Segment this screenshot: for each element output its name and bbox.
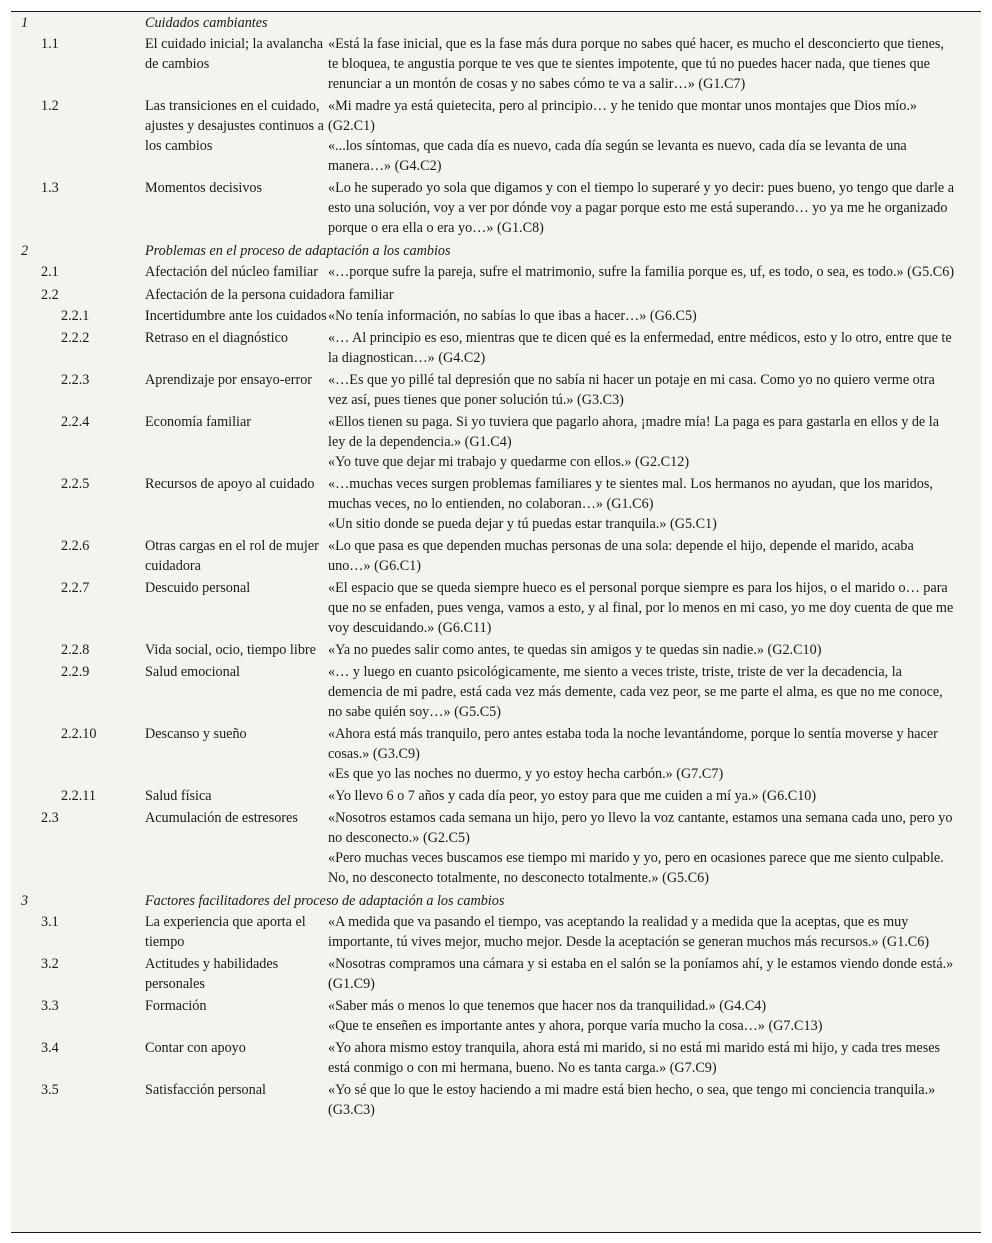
verbatim-quote: «…porque sufre la pareja, sufre el matrimonio, sufre la familia porque es, uf, es todo, o sea, es todo.» (G5.C6) — [328, 264, 955, 280]
category-name: Afectación de la persona cuidadora familiar — [145, 287, 394, 303]
category-name: La experiencia que aporta el tiempo — [145, 914, 306, 950]
category-name: Contar con apoyo — [145, 1040, 246, 1056]
category-name: Momentos decisivos — [145, 180, 263, 196]
verbatim-quotes — [328, 328, 981, 370]
table-row — [11, 262, 981, 284]
verbatim-quotes — [328, 662, 981, 724]
category-number: 1.1 — [41, 36, 59, 52]
verbatim-quotes — [328, 306, 981, 328]
verbatim-quote: «Ahora está más tranquilo, pero antes estaba toda la noche levantándome, porque lo sentía moverse y hacer cosas.» (G3.C9) — [328, 726, 938, 762]
verbatim-quote: «Yo tuve que dejar mi trabajo y quedarme con ellos.» (G2.C12) — [328, 454, 690, 470]
table-row — [11, 474, 981, 536]
category-name: Descanso y sueño — [145, 726, 247, 742]
verbatim-quotes — [328, 640, 981, 662]
section-row — [11, 890, 981, 912]
section-number: 3 — [21, 893, 29, 909]
verbatim-quotes — [328, 474, 981, 536]
verbatim-quotes — [328, 370, 981, 412]
section-number: 2 — [21, 243, 29, 259]
table-row — [11, 808, 981, 890]
verbatim-quotes — [328, 1080, 981, 1122]
category-number: 3.4 — [41, 1040, 59, 1056]
category-number: 3.1 — [41, 914, 59, 930]
category-name: Salud emocional — [145, 664, 240, 680]
category-number: 3.5 — [41, 1082, 59, 1098]
verbatim-quotes — [328, 808, 981, 890]
category-name: Recursos de apoyo al cuidado — [145, 476, 315, 492]
verbatim-quote: «Yo llevo 6 o 7 años y cada día peor, yo estoy para que me cuiden a mí ya.» (G6.C10) — [328, 788, 817, 804]
themes-table-panel — [11, 11, 981, 1233]
themes-table — [11, 12, 981, 1122]
verbatim-quote: «Está la fase inicial, que es la fase más dura porque no sabes qué hacer, es mucho el desconcierto que tienes, te bloquea, te angustia porque te ves que te sientes impotente, que tú no puedes hacer nada, que tienes que renunciar a un montón de cosas y no sabes cómo te va a salir…» (G1.C7) — [328, 36, 944, 92]
verbatim-quotes — [328, 536, 981, 578]
verbatim-quotes — [328, 262, 981, 284]
table-row — [11, 578, 981, 640]
section-row — [11, 12, 981, 34]
verbatim-quote: «Ellos tienen su paga. Si yo tuviera que pagarlo ahora, ¡madre mía! La paga es para gastarla en ellos y de la ley de la dependencia.» (G1.C4) — [328, 414, 940, 450]
verbatim-quotes — [328, 724, 981, 786]
category-number: 3.3 — [41, 998, 59, 1014]
category-name: Satisfacción personal — [145, 1082, 266, 1098]
verbatim-quotes — [328, 1038, 981, 1080]
verbatim-quote: «...los síntomas, que cada día es nuevo, cada día según se levanta es nuevo, cada día se levanta de una manera…» (G4.C2) — [328, 138, 907, 174]
category-name: Afectación del núcleo familiar — [145, 264, 318, 280]
category-name: Retraso en el diagnóstico — [145, 330, 289, 346]
verbatim-quote: «Lo he superado yo sola que digamos y con el tiempo lo superaré y yo decir: pues bueno, yo tengo que darle a esto una solución, voy a ver por dónde voy a pagar porque esto me está superando… yo ya me he organizado porque o era ella o era yo…» (G1.C8) — [328, 180, 955, 236]
category-number: 2.2.10 — [61, 726, 97, 742]
verbatim-quote: «Nosotras compramos una cámara y si estaba en el salón se la poníamos ahí, y le estamos viendo donde está.» (G1.C9) — [328, 956, 954, 992]
verbatim-quotes — [328, 954, 981, 996]
category-number: 2.2.3 — [61, 372, 90, 388]
verbatim-quote: «Pero muchas veces buscamos ese tiempo mi marido y yo, pero en ocasiones parece que me siento culpable. No, no desconecto totalmente, no desconecto totalmente.» (G5.C6) — [328, 850, 944, 886]
section-title: Factores facilitadores del proceso de adaptación a los cambios — [145, 893, 505, 909]
table-row — [11, 662, 981, 724]
category-number: 2.2.6 — [61, 538, 90, 554]
category-name: El cuidado inicial; la avalancha de cambios — [145, 36, 324, 72]
section-title: Cuidados cambiantes — [145, 15, 268, 31]
table-row — [11, 786, 981, 808]
table-row — [11, 412, 981, 474]
category-number: 2.1 — [41, 264, 59, 280]
table-row — [11, 284, 981, 306]
verbatim-quote: «Es que yo las noches no duermo, y yo estoy hecha carbón.» (G7.C7) — [328, 766, 724, 782]
section-title: Problemas en el proceso de adaptación a los cambios — [145, 243, 451, 259]
category-name: Economía familiar — [145, 414, 251, 430]
table-row — [11, 34, 981, 96]
verbatim-quote: «…muchas veces surgen problemas familiares y te sientes mal. Los hermanos no ayudan, que los maridos, muchas veces, no lo entienden, no colaboran…» (G1.C6) — [328, 476, 933, 512]
category-name: Otras cargas en el rol de mujer cuidadora — [145, 538, 319, 574]
section-row — [11, 240, 981, 262]
verbatim-quote: «El espacio que se queda siempre hueco es el personal porque siempre es para los hijos, o el marido o… para que no se enfaden, pues venga, vamos a esto, y al final, por lo menos en mi caso, yo me doy cuenta de que me voy descuidando.» (G6.C11) — [328, 580, 954, 636]
category-number: 2.2.1 — [61, 308, 90, 324]
themes-table-body — [11, 12, 981, 1122]
category-number: 3.2 — [41, 956, 59, 972]
category-number: 2.2.8 — [61, 642, 90, 658]
verbatim-quote: «Yo sé que lo que le estoy haciendo a mi madre está bien hecho, o sea, que tengo mi conciencia tranquila.» (G3.C3) — [328, 1082, 936, 1118]
verbatim-quotes — [328, 912, 981, 954]
section-number: 1 — [21, 15, 29, 31]
category-name: Las transiciones en el cuidado, ajustes y desajustes continuos a los cambios — [145, 98, 324, 154]
verbatim-quote: «Mi madre ya está quietecita, pero al principio… y he tenido que montar unos montajes que Dios mío.» (G2.C1) — [328, 98, 918, 134]
category-number: 2.2.4 — [61, 414, 90, 430]
verbatim-quote: «Nosotros estamos cada semana un hijo, pero yo llevo la voz cantante, estamos una semana cada uno, pero yo no desconecto.» (G2.C5) — [328, 810, 953, 846]
category-number: 2.3 — [41, 810, 59, 826]
table-row — [11, 536, 981, 578]
category-name: Acumulación de estresores — [145, 810, 298, 826]
verbatim-quotes — [328, 34, 981, 96]
category-number: 1.2 — [41, 98, 59, 114]
category-name: Incertidumbre ante los cuidados — [145, 308, 327, 324]
verbatim-quote: «…Es que yo pillé tal depresión que no sabía ni hacer un potaje en mi casa. Como yo no quiero verme otra vez así, pues tienes que poner solución tú.» (G3.C3) — [328, 372, 935, 408]
verbatim-quote: «Lo que pasa es que dependen muchas personas de una sola: depende el hijo, depende el marido, acaba uno…» (G6.C1) — [328, 538, 914, 574]
category-number: 2.2 — [41, 287, 59, 303]
table-row — [11, 96, 981, 178]
category-number: 2.2.7 — [61, 580, 90, 596]
table-row — [11, 306, 981, 328]
table-row — [11, 1080, 981, 1122]
category-number: 1.3 — [41, 180, 59, 196]
verbatim-quote: «Ya no puedes salir como antes, te quedas sin amigos y te quedas sin nadie.» (G2.C10) — [328, 642, 822, 658]
verbatim-quote: «A medida que va pasando el tiempo, vas aceptando la realidad y a medida que la aceptas, que es muy importante, tú vives mejor, mucho mejor. Desde la aceptación se generan muchos más recursos.» (G1.C6) — [328, 914, 930, 950]
verbatim-quote: «Yo ahora mismo estoy tranquila, ahora está mi marido, si no está mi marido está mi hijo, y cada tres meses está conmigo o con mi hermana, bueno. No es tanta carga.» (G7.C9) — [328, 1040, 941, 1076]
category-name: Salud física — [145, 788, 212, 804]
verbatim-quotes — [328, 96, 981, 178]
verbatim-quotes — [328, 178, 981, 240]
verbatim-quote: «Que te enseñen es importante antes y ahora, porque varía mucho la cosa…» (G7.C13) — [328, 1018, 823, 1034]
table-row — [11, 1038, 981, 1080]
table-row — [11, 370, 981, 412]
table-row — [11, 178, 981, 240]
category-number: 2.2.2 — [61, 330, 90, 346]
category-number: 2.2.5 — [61, 476, 90, 492]
category-name: Descuido personal — [145, 580, 251, 596]
category-number: 2.2.11 — [61, 788, 96, 804]
verbatim-quote: «… Al principio es eso, mientras que te dicen qué es la enfermedad, entre médicos, esto y lo otro, entre que te la diagnostican…» (G4.C2) — [328, 330, 952, 366]
verbatim-quotes — [328, 578, 981, 640]
table-row — [11, 328, 981, 370]
verbatim-quote: «Saber más o menos lo que tenemos que hacer nos da tranquilidad.» (G4.C4) — [328, 998, 767, 1014]
verbatim-quote: «Un sitio donde se pueda dejar y tú puedas estar tranquila.» (G5.C1) — [328, 516, 717, 532]
table-row — [11, 640, 981, 662]
category-name: Vida social, ocio, tiempo libre — [145, 642, 316, 658]
verbatim-quote: «… y luego en cuanto psicológicamente, me siento a veces triste, triste, triste de ver la decadencia, la demencia de mi padre, está cada vez más demente, cada vez peor, se me parte el alma, es que no me conoce, no sabe quién soy…» (G5.C5) — [328, 664, 943, 720]
table-row — [11, 724, 981, 786]
category-name: Aprendizaje por ensayo-error — [145, 372, 313, 388]
verbatim-quotes — [328, 996, 981, 1038]
verbatim-quotes — [328, 786, 981, 808]
verbatim-quote: «No tenía información, no sabías lo que ibas a hacer…» (G6.C5) — [328, 308, 697, 324]
table-row — [11, 912, 981, 954]
table-row — [11, 996, 981, 1038]
verbatim-quotes — [328, 412, 981, 474]
table-row — [11, 954, 981, 996]
category-name: Formación — [145, 998, 207, 1014]
category-number: 2.2.9 — [61, 664, 90, 680]
category-name: Actitudes y habilidades personales — [145, 956, 279, 992]
